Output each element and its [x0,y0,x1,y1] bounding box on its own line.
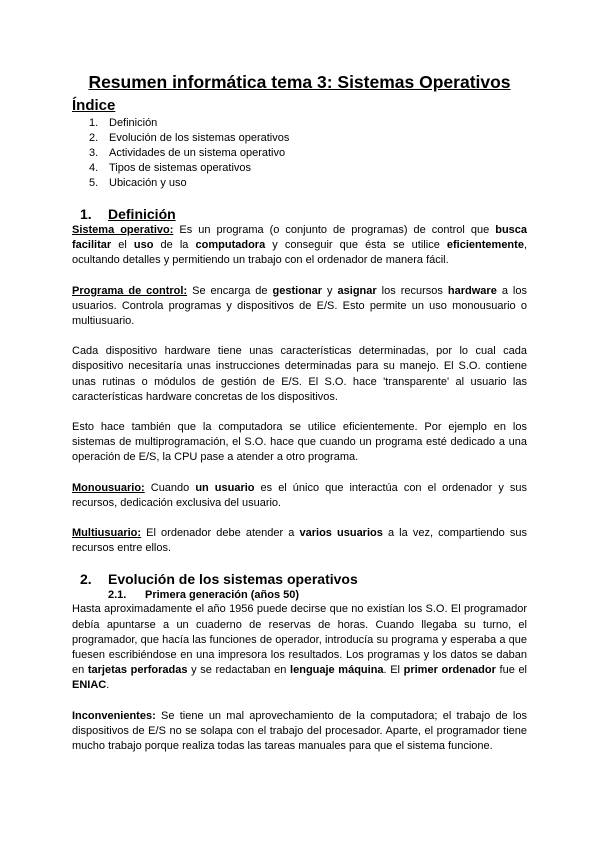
bold-run: gestionar [272,284,323,297]
toc-item-number: 4. [89,162,99,174]
bold-run: uso [133,239,154,252]
text-run: El ordenador debe atender a [141,527,300,540]
text-run: , ocultando detalles y permitiendo un trabajo con el ordenador de manera fácil. [72,239,527,267]
text-run: y [322,284,338,297]
text-run: fue el [495,664,528,677]
term-label: Monousuario: [72,481,145,494]
text-run: Se encarga de [187,284,273,297]
table-of-contents [72,116,527,191]
section-title: Evolución de los sistemas operativos [108,571,358,588]
bold-run: eficientemente [446,239,524,252]
paragraph-inconvenientes [72,709,527,755]
term-label: Multiusuario: [72,527,142,540]
text-run: el [111,239,134,252]
toc-item-number: 2. [89,132,99,144]
paragraph-primera-generacion [72,602,527,693]
term-label: Inconvenientes: [72,709,156,722]
toc-item-label: Evolución de los sistemas operativos [109,132,290,144]
text-run: Hasta aproximadamente el año 1956 puede decirse que no existían los S.O. El programador debía apuntarse a un cuaderno de reservas de horas. Cuando llegaba su turno, el programador, que hacía las funciones de operador, introducía su programa y esperaba a que fuesen escribiéndose en una impresora los resultados. Los programas y los datos se daban en [72,603,527,677]
paragraph-programa-de-control [72,284,527,330]
toc-item-number: 5. [89,177,99,189]
toc-item-number: 1. [89,117,99,129]
bold-run: asignar [337,284,377,297]
text-run: a los usuarios. Controla programas y dispositivos de E/S. Esto permite un uso monousuario o multiusuario. [72,284,527,328]
text-run: es el único que interactúa con el ordenador y sus recursos, dedicación exclusiva del usuario. [72,481,527,509]
text-run: y conseguir que ésta se utilice [265,239,447,252]
section-1-heading [72,205,527,223]
subsection-number: 2.1. [108,589,127,602]
section-number: 1. [80,206,92,222]
text-run: a la vez, compartiendo sus recursos entre ellos. [72,527,527,555]
paragraph-multiusuario [72,526,527,556]
bold-run: hardware [447,284,497,297]
bold-run: ENIAC [72,679,107,692]
toc-item-label: Tipos de sistemas operativos [109,162,252,174]
section-2-heading [72,570,527,588]
bold-run: primer ordenador [403,664,496,677]
text-run: Cuando [144,481,196,494]
toc-item [72,131,527,146]
bold-run: lenguaje máquina [290,664,384,677]
toc-item [72,116,527,131]
text-run: . El [383,664,404,677]
bold-run: un usuario [195,481,255,494]
subsection-title: Primera generación (años 50) [145,589,300,602]
text-run: de la [153,239,196,252]
text-run: . [106,679,110,692]
document-title: Resumen informática tema 3: Sistemas Operativos [88,72,511,92]
toc-item-label: Ubicación y uso [109,177,187,189]
toc-item [72,161,527,176]
text-run: Es un programa (o conjunto de programas) de control que [173,224,496,236]
term-label: Sistema operativo: [72,224,174,236]
text-run: Se tiene un mal aprovechamiento de la computadora; el trabajo de los dispositivos de E/S no se solapa con el trabajo del procesador. Aparte, el programador tiene mucho trabajo porque realiza todas las tareas manuales para que el sistema funcione. [72,709,527,753]
paragraph-eficiencia: Esto hace también que la computadora se utilice eficientemente. Por ejemplo en los sistemas de multiprogramación, el S.O. hace que cuando un programa esté dedicado a una operación de E/S, la CPU pase a atender a otro programa. [72,421,527,464]
term-label: Programa de control: [72,284,188,297]
toc-item-label: Definición [109,117,158,129]
toc-item [72,146,527,161]
bold-run: busca facilitar [72,224,528,252]
document-page [72,70,527,754]
text-run: y se redactaban en [187,664,291,677]
toc-item-label: Actividades de un sistema operativo [109,147,286,159]
bold-run: computadora [195,239,266,252]
bold-run: varios usuarios [299,527,383,540]
section-title: Definición [108,206,176,222]
text-run: los recursos [376,284,448,297]
subsection-2-1-heading [72,588,527,602]
toc-item [72,176,527,191]
section-number: 2. [80,571,92,588]
paragraph-dispositivos: Cada dispositivo hardware tiene unas características determinadas, por lo cual cada dispositivo necesitaría unas instrucciones determinadas para su manejo. El S.O. contiene unas rutinas o módulos de gestión de E/S. El S.O. hace 'transparente' al usuario las características hardware concretas de los dispositivos. [72,345,527,403]
index-heading: Índice [72,97,116,114]
bold-run: tarjetas perforadas [87,664,188,677]
paragraph-sistema-operativo [72,223,527,269]
toc-item-number: 3. [89,147,99,159]
paragraph-monousuario [72,481,527,511]
